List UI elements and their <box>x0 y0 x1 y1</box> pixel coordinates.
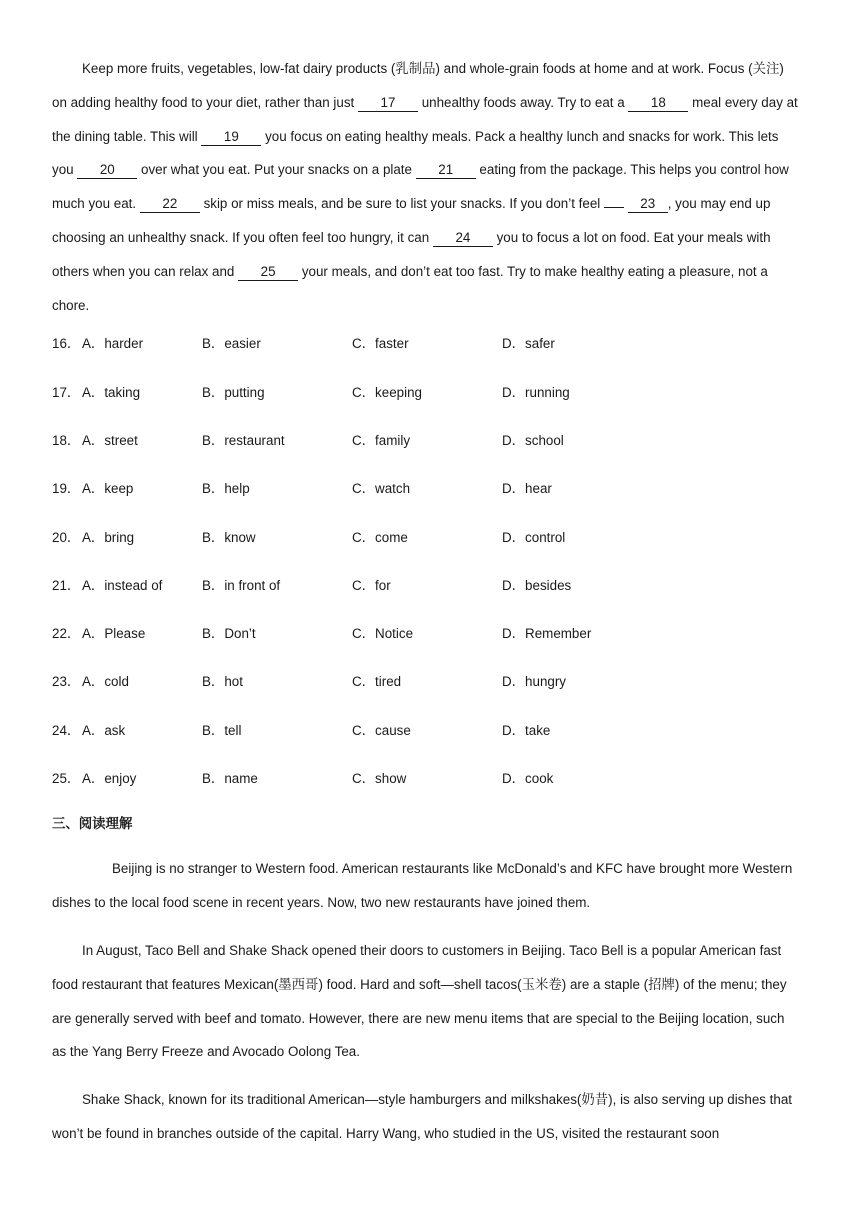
paragraph-3: Shake Shack, known for its traditional American—style hamburgers and milkshakes(奶昔), is also serving up dishes that won’t be found in branches outside of the capital. Harry Wang, who studied in the US, visited the restaurant soon <box>52 1092 793 1141</box>
question-number: 20． <box>52 529 81 545</box>
question-row <box>52 769 802 817</box>
passage-text: meal every day at the dining table. This will <box>52 94 798 144</box>
question-number: 17． <box>52 384 81 400</box>
blank-20: 20 <box>77 162 137 179</box>
question-number: 23． <box>52 674 81 690</box>
question-number: 22． <box>52 626 81 642</box>
option-a: A．Please <box>82 626 146 642</box>
passage-text: Keep more fruits, vegetables, low-fat dairy products (乳制品) and whole-grain foods at home and at work. Focus (关注) on adding healthy food to your diet, rather than just <box>52 61 784 110</box>
option-a: A．ask <box>82 722 126 738</box>
passage-text: , you may end up choosing an unhealthy snack. If you often feel too hungry, it can <box>52 196 771 245</box>
question-number: 24． <box>52 722 81 738</box>
blank-22: 22 <box>140 196 200 213</box>
option-a: A．enjoy <box>82 771 137 787</box>
option-d: D．safer <box>502 336 555 352</box>
option-a: A．instead of <box>82 577 163 593</box>
blank-23: 23 <box>628 196 668 213</box>
option-d: D．besides <box>502 577 572 593</box>
option-c: C．cause <box>352 722 411 738</box>
passage-text: you to focus a lot on food. Eat your meals with others when you can relax and <box>52 229 771 279</box>
option-d: D．hear <box>502 481 552 497</box>
paragraph-1: Beijing is no stranger to Western food. American restaurants like McDonald’s and KFC have brought more Western dishes to the local food scene in recent years. Now, two new restaurants have joined them. <box>52 861 793 911</box>
option-d: D．school <box>502 432 564 448</box>
blank-23-start <box>604 207 624 208</box>
question-row <box>52 672 802 720</box>
option-b: B．putting <box>202 384 265 400</box>
option-c: C．keeping <box>352 384 422 400</box>
option-c: C．family <box>352 432 411 448</box>
question-number: 25． <box>52 771 81 787</box>
question-row <box>52 383 802 431</box>
question-row <box>52 479 802 527</box>
reading-passage <box>52 852 802 1150</box>
option-c: C．for <box>352 577 391 593</box>
passage-text: unhealthy foods away. Try to eat a <box>417 94 629 110</box>
question-row <box>52 528 802 576</box>
blank-21: 21 <box>416 162 476 179</box>
option-b: B．tell <box>202 722 242 738</box>
question-number: 19． <box>52 481 81 497</box>
option-b: B．help <box>202 481 250 497</box>
option-a: A．cold <box>82 674 129 690</box>
passage-text: you focus on eating healthy meals. Pack a healthy lunch and snacks for work. This lets you <box>52 128 779 178</box>
option-a: A．street <box>82 432 138 448</box>
question-list <box>52 334 802 817</box>
cloze-passage <box>52 52 802 322</box>
question-row <box>52 624 802 672</box>
option-d: D．running <box>502 384 570 400</box>
blank-18: 18 <box>628 95 688 112</box>
option-c: C．Notice <box>352 626 414 642</box>
option-a: A．taking <box>82 384 141 400</box>
option-d: D．control <box>502 529 566 545</box>
passage-text: your meals, and don’t eat too fast. Try to make healthy eating a pleasure, not a chore. <box>52 263 768 313</box>
option-c: C．watch <box>352 481 411 497</box>
option-a: A．harder <box>82 336 144 352</box>
option-d: D．Remember <box>502 626 592 642</box>
question-row <box>52 334 802 382</box>
option-d: D．hungry <box>502 674 567 690</box>
passage-text: skip or miss meals, and be sure to list your snacks. If you don’t feel <box>199 196 604 212</box>
option-b: B．in front of <box>202 577 281 593</box>
question-number: 18． <box>52 432 81 448</box>
document-page <box>52 52 802 1151</box>
blank-24: 24 <box>433 230 493 247</box>
option-c: C．tired <box>352 674 402 690</box>
section-heading: 三、阅读理解 <box>52 816 133 832</box>
paragraph-2: In August, Taco Bell and Shake Shack opened their doors to customers in Beijing. Taco Bell is a popular American fast food restaurant that features Mexican(墨西哥) food. Hard and soft—shell tacos(玉米卷) are a staple (招牌) of the menu; they are generally served with beef and tomato. However, there are new menu items that are special to the Beijing location, such as the Yang Berry Freeze and Avocado Oolong Tea. <box>52 942 787 1060</box>
passage-text: eating from the package. This helps you control how much you eat. <box>52 162 789 212</box>
question-number: 16． <box>52 336 81 352</box>
question-row <box>52 431 802 479</box>
option-b: B．hot <box>202 674 243 690</box>
option-c: C．faster <box>352 336 409 352</box>
option-b: B．name <box>202 771 258 787</box>
blank-19: 19 <box>201 129 261 146</box>
option-b: B．know <box>202 529 256 545</box>
option-c: C．show <box>352 771 407 787</box>
option-b: B．Don’t <box>202 626 256 642</box>
option-b: B．easier <box>202 336 261 352</box>
question-number: 21． <box>52 577 81 593</box>
option-a: A．keep <box>82 481 134 497</box>
question-row <box>52 721 802 769</box>
option-d: D．take <box>502 722 551 738</box>
passage-text: over what you eat. Put your snacks on a plate <box>137 162 416 178</box>
option-b: B．restaurant <box>202 432 285 448</box>
blank-25: 25 <box>238 264 298 281</box>
option-a: A．bring <box>82 529 135 545</box>
option-d: D．cook <box>502 771 554 787</box>
option-c: C．come <box>352 529 408 545</box>
question-row <box>52 576 802 624</box>
blank-17: 17 <box>358 95 418 112</box>
